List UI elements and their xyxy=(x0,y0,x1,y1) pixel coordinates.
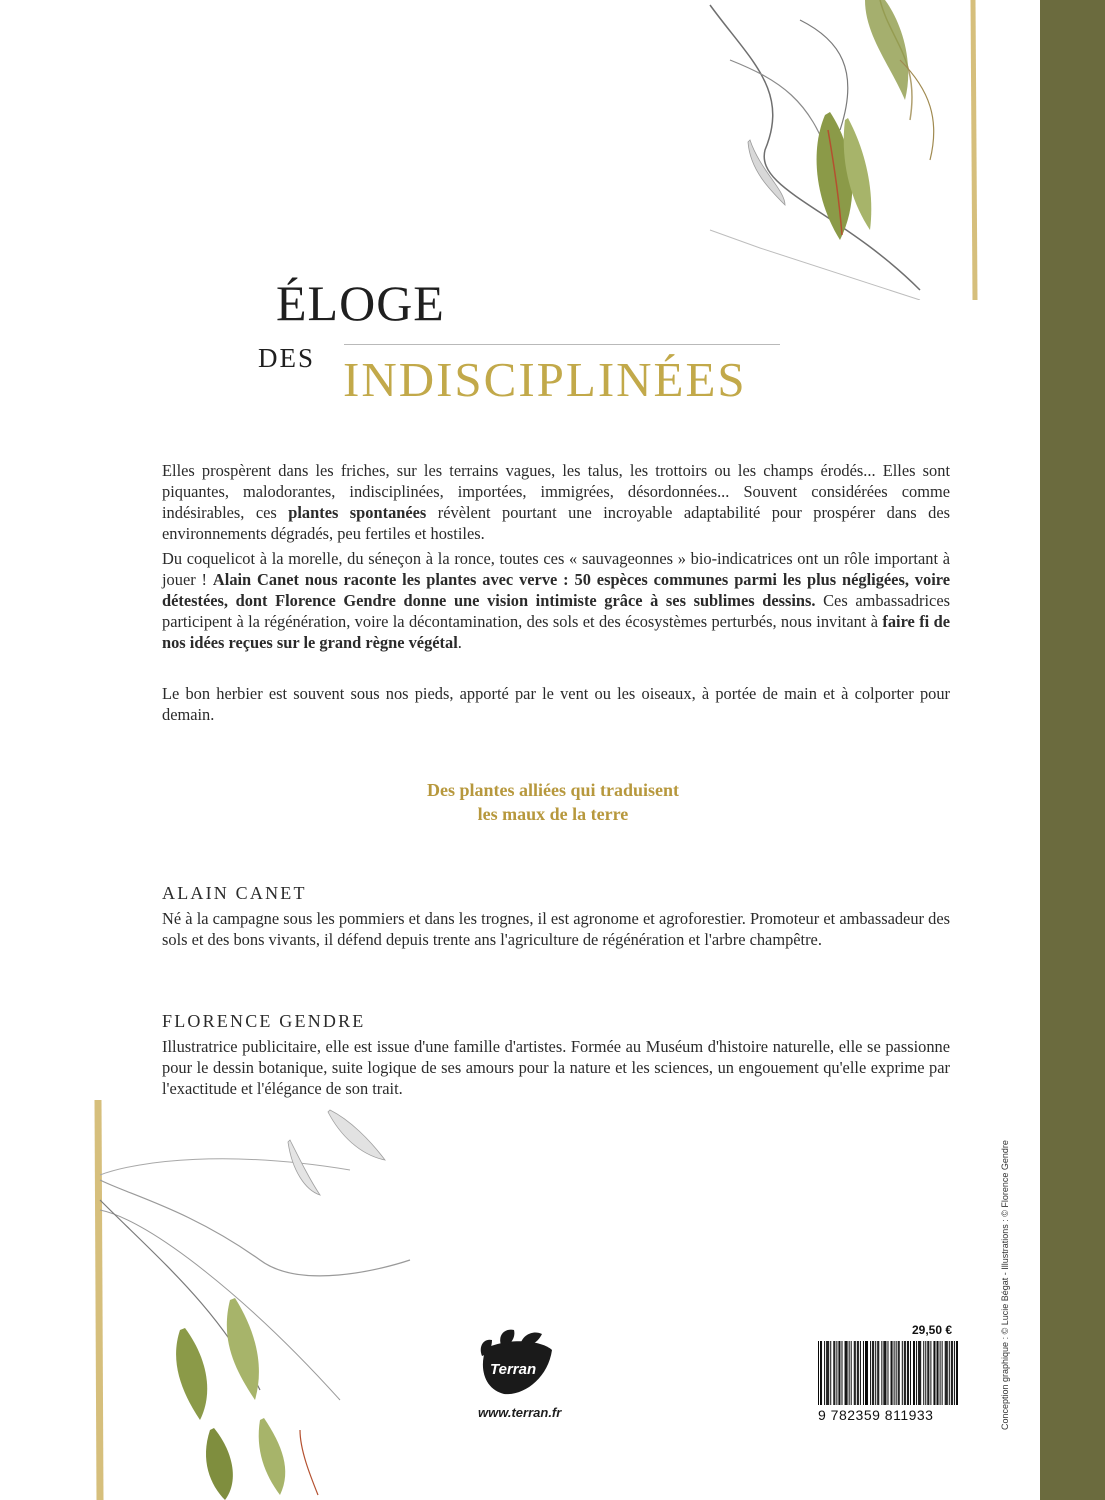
description-p2-start: Du coquelicot à la morelle, du séneçon à la ronce, toutes ces « sauvageonnes » bio-indicatrices ont un rôle important à jouer ! xyxy=(162,549,950,589)
tagline-line-1: Des plantes alliées qui traduisent xyxy=(426,780,680,800)
author-bio-florence-gendre: Illustratrice publicitaire, elle est issue d'une famille d'artistes. Formée au Muséum d'histoire naturelle, elle se passionne pour le dessin botanique, suite logique de ses amours pour la nature et les sciences, un engouement qu'elle exprime par l'exactitude et l'élégance de son trait. xyxy=(162,1037,950,1098)
description-paragraph-2 xyxy=(162,548,950,653)
title-des: DES xyxy=(258,343,316,373)
author-name-florence-gendre: FLORENCE GENDRE xyxy=(162,1011,366,1031)
tagline-line-2: les maux de la terre xyxy=(477,804,629,824)
oat-grass-illustration-bottom xyxy=(0,1100,420,1500)
terran-logo-text: Terran xyxy=(490,1361,537,1378)
design-credit: Conception graphique : © Lucie Bégat - Illustrations : © Florence Gendre xyxy=(1000,1140,1010,1430)
title-eloge: ÉLOGE xyxy=(276,275,445,331)
description-p1-end: révèlent pourtant une incroyable adaptabilité pour prospérer dans des environnements dégradés, peu fertiles et hostiles. xyxy=(162,503,950,543)
isbn-number: 9 782359 811933 xyxy=(818,1407,934,1423)
description-paragraph-3: Le bon herbier est souvent sous nos pieds, apporté par le vent ou les oiseaux, à portée de main et à colporter pour demain. xyxy=(162,684,950,724)
description-p2-end: . xyxy=(457,633,462,652)
barcode xyxy=(818,1341,958,1405)
author-name-alain-canet: ALAIN CANET xyxy=(162,883,307,903)
book-spine xyxy=(1040,0,1105,1500)
description-p2-mid: Ces ambassadrices participent à la régénération, voire la décontamination, des sols et des écosystèmes perturbés, nous invitant à xyxy=(162,591,950,631)
description-paragraph-1 xyxy=(162,460,950,544)
description-p1-bold: plantes spontanées xyxy=(288,503,427,522)
oat-grass-illustration-top xyxy=(690,0,1040,300)
title-divider xyxy=(344,344,780,345)
description-p2-bold: Alain Canet nous raconte les plantes avec verve : 50 espèces communes parmi les plus négligées, voire détestées, dont Florence Gendre donne une vision intimiste grâce à ses sublimes dessins. xyxy=(162,570,951,610)
title-indisciplinees: INDISCIPLINÉES xyxy=(343,352,747,407)
price: 29,50 € xyxy=(912,1323,953,1337)
publisher-website: www.terran.fr xyxy=(478,1405,562,1420)
description-p2-bold2: faire fi de nos idées reçues sur le grand règne végétal xyxy=(162,612,950,652)
description-p1-text: Elles prospèrent dans les friches, sur les terrains vagues, les talus, les trottoirs ou les champs érodés... Elles sont piquantes, malodorantes, indisciplinées, importées, immigrées, désordonnées... Souvent considérées comme indésirables, ces xyxy=(162,461,950,522)
author-bio-alain-canet: Né à la campagne sous les pommiers et dans les trognes, il est agronome et agroforestier. Promoteur et ambassadeur des sols et des bons vivants, il défend depuis trente ans l'agriculture de régénération et l'arbre champêtre. xyxy=(162,909,950,949)
tagline xyxy=(162,778,944,826)
